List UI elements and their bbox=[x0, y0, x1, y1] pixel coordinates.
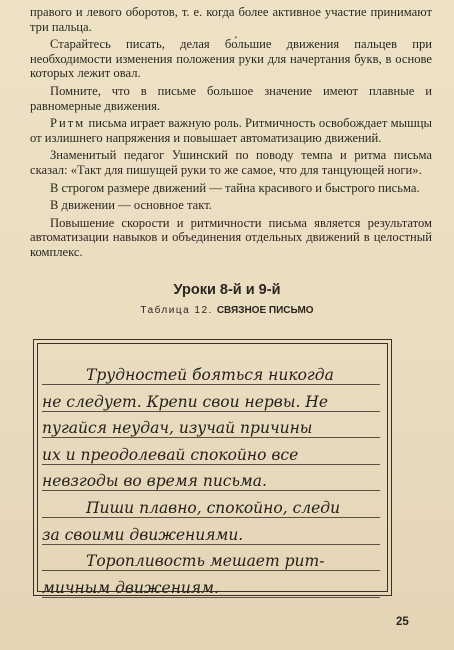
handwriting-line: Трудностей бояться никогда bbox=[86, 366, 334, 384]
paragraph: Помните, что в письме большое значение имеют плавные и равномерные движения. bbox=[30, 83, 432, 113]
paragraph bbox=[30, 116, 432, 145]
page-number: 25 bbox=[396, 616, 409, 628]
body-text bbox=[30, 5, 432, 263]
paragraph: В строгом размере движений — тайна красивого и быстрого письма. bbox=[50, 180, 420, 195]
handwriting-line: пугайся неудач, изучай причины bbox=[42, 419, 313, 438]
paragraph: правого и левого оборотов, т. е. когда более активное участие принимают три пальца. bbox=[30, 5, 432, 34]
table-caption-title: СВЯЗНОЕ ПИСЬМО bbox=[216, 305, 314, 316]
handwriting-line: Торопливость мешает рит- bbox=[86, 552, 325, 571]
handwriting-line: Пиши плавно, спокойно, следи bbox=[86, 499, 341, 517]
handwriting-line: за своими движениями. bbox=[42, 525, 244, 544]
table-caption bbox=[0, 305, 454, 316]
paragraph: Повышение скорости и ритмичности письма является результатом автоматизации навыков и объединения отдельных движений в целостный комплекс. bbox=[30, 215, 432, 259]
spaced-word: Ритм bbox=[50, 116, 86, 131]
paragraph: Знаменитый педагог Ушинский по поводу темпа и ритма письма сказал: «Такт для пишущей руки то же самое, что для танцующей ноги». bbox=[30, 148, 432, 177]
paragraph: В движении — основное такт. bbox=[50, 198, 212, 213]
handwriting-line: не следует. Крепи свои нервы. Не bbox=[42, 392, 328, 411]
table-caption-label: Таблица 12. bbox=[140, 305, 213, 316]
paragraph: Старайтесь писать, делая бо́льшие движения пальцев при необходимости изменения положения руки для начертания букв, в основе которых лежит овал. bbox=[30, 37, 432, 81]
handwriting-line: их и преодолевай спокойно все bbox=[42, 445, 299, 464]
lesson-heading: Уроки 8-й и 9-й bbox=[173, 282, 281, 298]
paragraph-rest: письма играет важную роль. Ритмичность освобождает мышцы от излишнего напряжения и повышает автоматизацию движений. bbox=[30, 116, 432, 145]
handwriting-line: мичным движениям. bbox=[42, 578, 219, 597]
handwriting-line: невзгоды во время письма. bbox=[42, 472, 267, 491]
